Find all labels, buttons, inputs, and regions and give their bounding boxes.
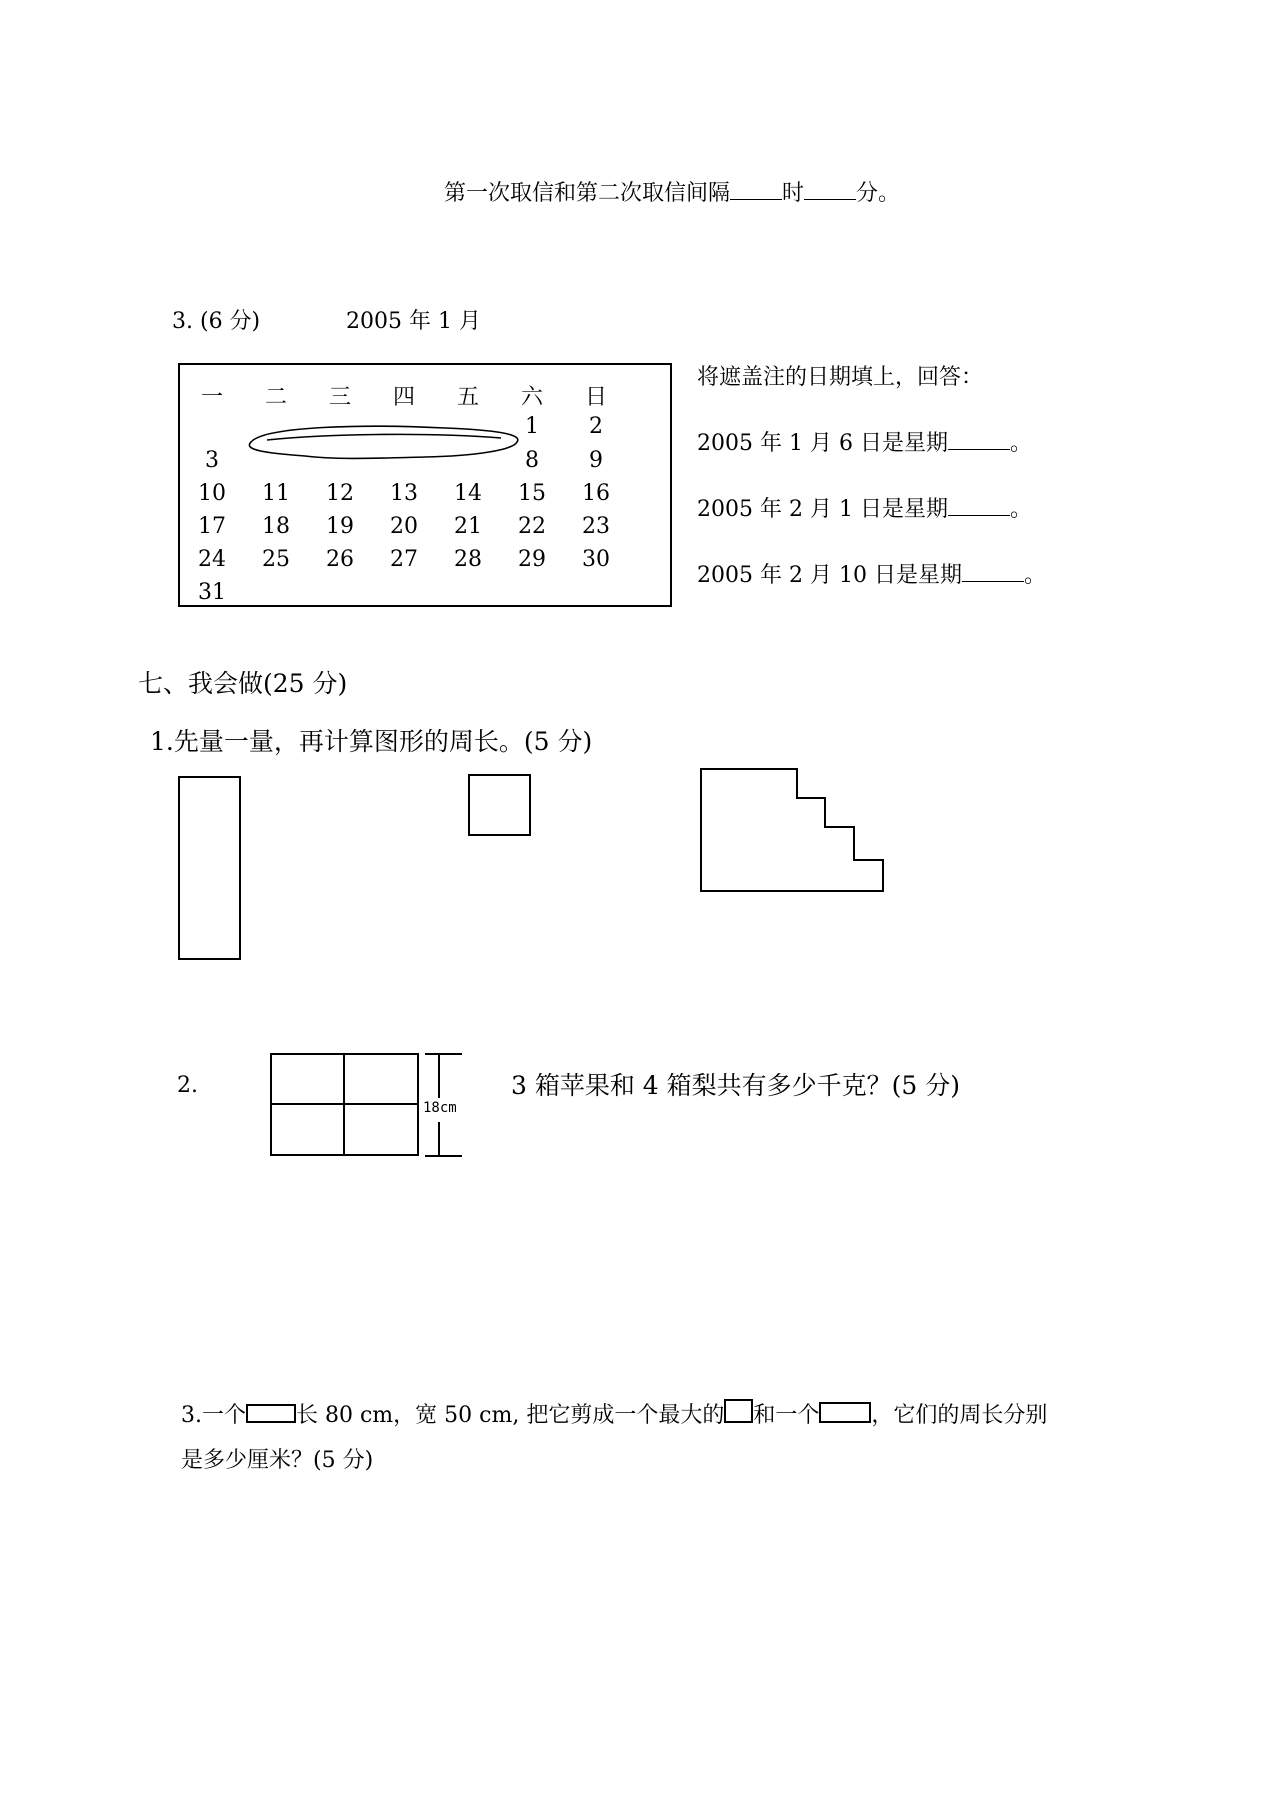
calendar-day: 27 <box>390 547 418 572</box>
calendar-day: 28 <box>454 547 482 572</box>
calendar-question-1-end: 。 <box>1009 431 1032 456</box>
weekday-header: 日 <box>584 385 607 410</box>
calendar-day: 20 <box>390 514 418 539</box>
calendar-day: 10 <box>198 481 226 506</box>
calendar-question-1-text: 2005 年 1 月 6 日是星期 <box>697 431 948 456</box>
problem-3-text-c: 和一个 <box>753 1403 820 1428</box>
calendar-day: 13 <box>390 481 418 506</box>
weekday-header: 四 <box>392 385 415 410</box>
calendar-day: 24 <box>198 547 226 572</box>
weekday-header: 一 <box>200 385 223 410</box>
calendar-day: 9 <box>589 448 603 473</box>
calendar-day: 2 <box>589 414 603 439</box>
calendar-day: 14 <box>454 481 482 506</box>
calendar-day: 8 <box>525 448 539 473</box>
q3-label: 3. (6 分) <box>172 309 261 334</box>
problem-3-text-b: 长 80 cm，宽 50 cm, 把它剪成一个最大的 <box>296 1403 725 1428</box>
calendar-question-2-text: 2005 年 2 月 1 日是星期 <box>697 497 948 522</box>
rectangle-icon <box>246 1404 296 1423</box>
calendar-question-3-text: 2005 年 2 月 10 日是星期 <box>697 563 962 588</box>
calendar-day: 12 <box>326 481 354 506</box>
dimension-label: 18cm <box>423 1100 457 1116</box>
problem-3-line-1 <box>181 1398 1047 1429</box>
small-rectangle-icon <box>819 1402 871 1423</box>
calendar-day: 18 <box>262 514 290 539</box>
weekday-header: 六 <box>520 385 543 410</box>
calendar-day: 11 <box>262 481 290 506</box>
calendar-question-2-end: 。 <box>1009 497 1032 522</box>
calendar-day: 19 <box>326 514 354 539</box>
calendar-day: 15 <box>518 481 546 506</box>
weekday-header: 三 <box>328 385 351 410</box>
square-icon <box>724 1399 753 1423</box>
calendar-day: 26 <box>326 547 354 572</box>
calendar-day: 23 <box>582 514 610 539</box>
calendar-question-3-end: 。 <box>1023 563 1046 588</box>
problem-2-question: 3 箱苹果和 4 箱梨共有多少千克？(5 分) <box>511 1071 961 1100</box>
problem-3-text-d: ，它们的周长分别 <box>871 1403 1048 1428</box>
calendar-day: 31 <box>198 580 226 605</box>
calendar-instruction: 将遮盖注的日期填上，回答： <box>697 365 984 390</box>
calendar-day: 16 <box>582 481 610 506</box>
calendar-title: 2005 年 1 月 <box>346 309 481 334</box>
problem-1: 1.先量一量，再计算图形的周长。(5 分) <box>150 727 593 756</box>
weekday-header: 二 <box>264 385 287 410</box>
calendar-day: 21 <box>454 514 482 539</box>
minute-unit: 分。 <box>856 181 901 206</box>
calendar-day: 30 <box>582 547 610 572</box>
problem-3-text-a: 3.一个 <box>181 1403 246 1428</box>
calendar-day: 1 <box>525 414 539 439</box>
calendar-day: 29 <box>518 547 546 572</box>
weekday-header: 五 <box>456 385 479 410</box>
hour-unit: 时 <box>782 181 805 206</box>
calendar-day: 3 <box>205 448 219 473</box>
problem-3-line-2: 是多少厘米？(5 分) <box>181 1448 374 1473</box>
section-heading: 七、我会做(25 分) <box>138 669 348 698</box>
calendar-day: 17 <box>198 514 226 539</box>
problem-2-number: 2. <box>177 1073 198 1098</box>
interval-text: 第一次取信和第二次取信间隔 <box>444 181 731 206</box>
calendar-day: 22 <box>518 514 546 539</box>
calendar-day: 25 <box>262 547 290 572</box>
